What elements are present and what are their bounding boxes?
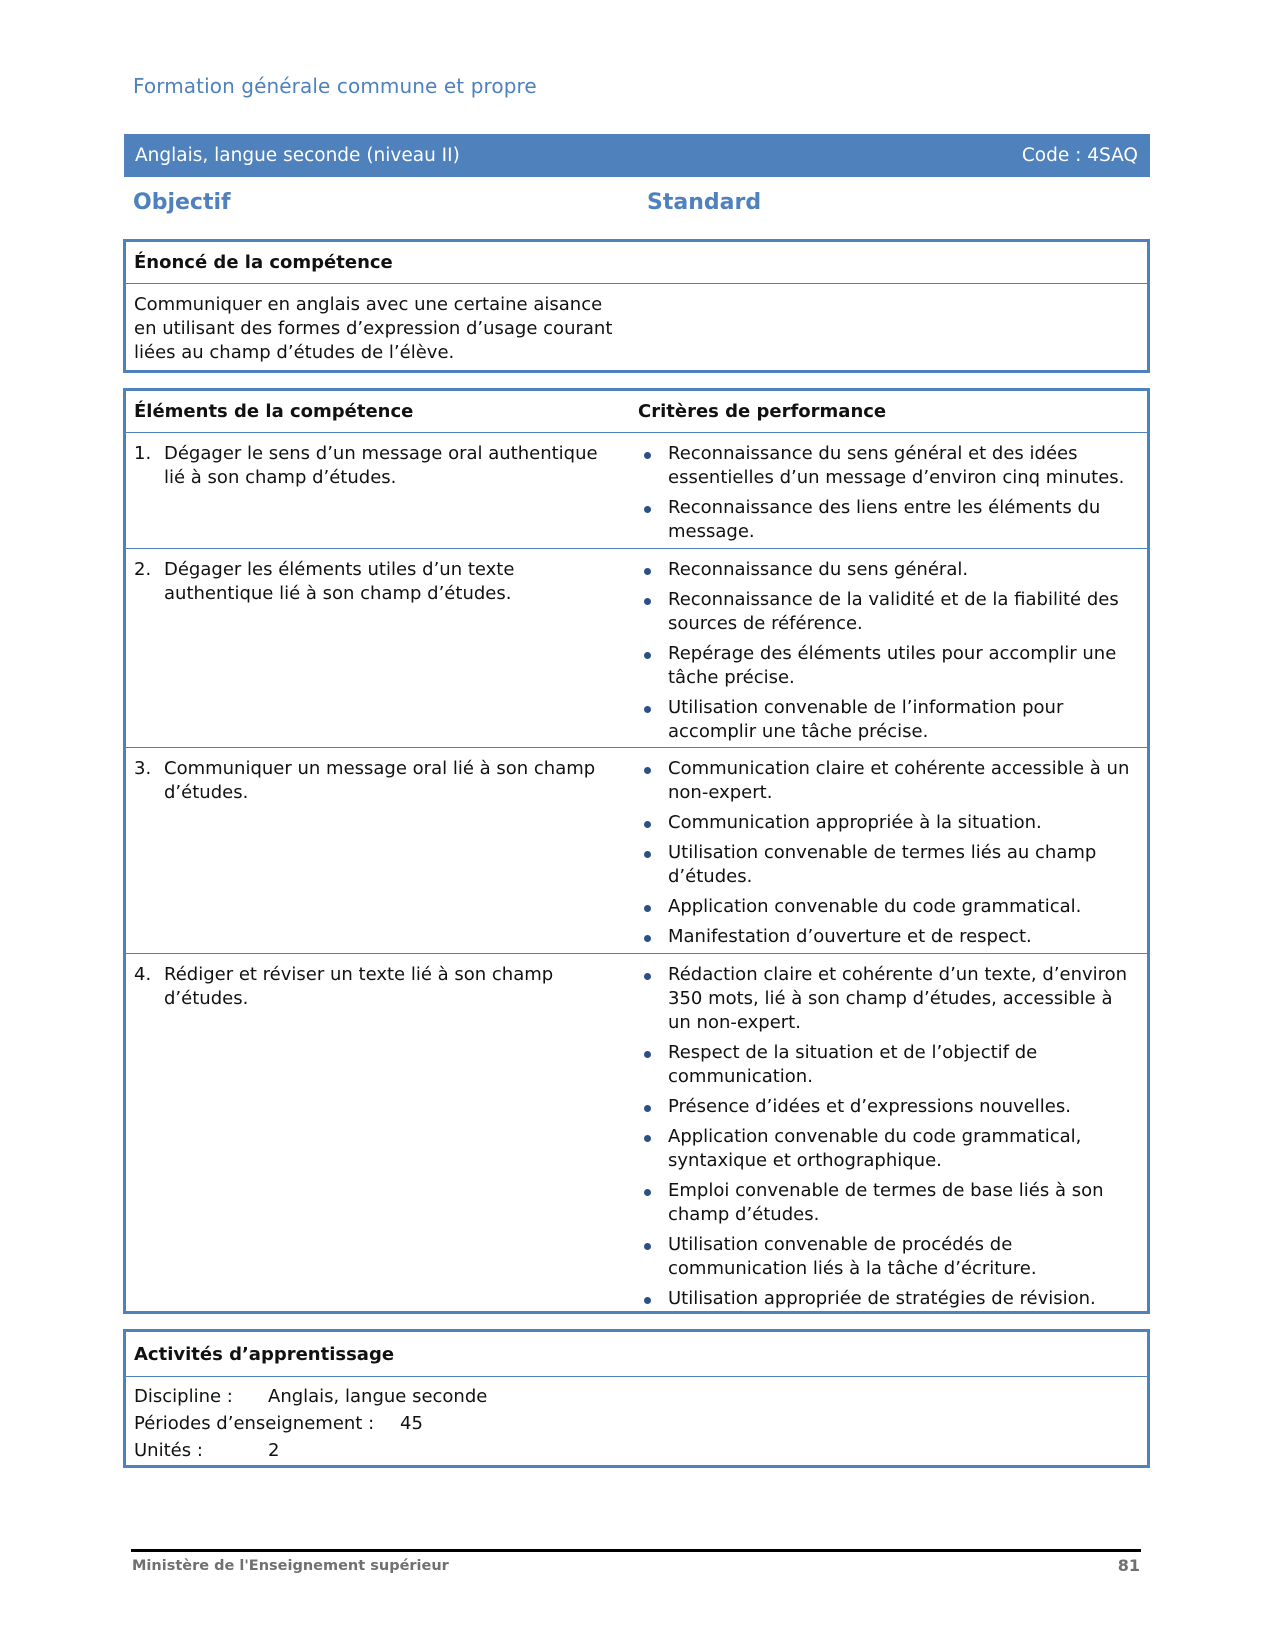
criteria-item: Utilisation appropriée de stratégies de révision. [638, 1287, 1138, 1311]
enonce-line: en utilisant des formes d’expression d’usage courant [134, 318, 613, 339]
enonce-line: liées au champ d’études de l’élève. [134, 342, 455, 363]
criteria-list [638, 963, 1138, 1317]
criteria-item: Utilisation convenable de l’information pour accomplir une tâche précise. [638, 696, 1138, 744]
element-cell [134, 757, 624, 805]
activites-table [123, 1329, 1150, 1468]
enonce-line: Communiquer en anglais avec une certaine aisance [134, 294, 603, 315]
criteria-item: Emploi convenable de termes de base liés à son champ d’études. [638, 1179, 1138, 1227]
criteria-item: Communication claire et cohérente accessible à un non-expert. [638, 757, 1138, 805]
discipline-line [134, 1383, 1139, 1410]
criteria-item: Communication appropriée à la situation. [638, 811, 1138, 835]
criteria-item: Présence d’idées et d’expressions nouvelles. [638, 1095, 1138, 1119]
objectif-heading: Objectif [133, 190, 231, 215]
activites-header-label: Activités d’apprentissage [134, 1344, 395, 1365]
element-text: Dégager les éléments utiles d’un texte authentique lié à son champ d’études. [164, 559, 515, 604]
element-cell [134, 442, 624, 490]
criteria-item: Reconnaissance du sens général et des idées essentielles d’un message d’environ cinq minutes. [638, 442, 1138, 490]
section-title: Formation générale commune et propre [133, 74, 537, 98]
element-text: Dégager le sens d’un message oral authentique lié à son champ d’études. [164, 443, 598, 488]
criteria-item: Manifestation d’ouverture et de respect. [638, 925, 1138, 949]
enonce-header-label: Énoncé de la compétence [134, 252, 393, 273]
course-title: Anglais, langue seconde (niveau II) [135, 145, 460, 166]
discipline-value: Anglais, langue seconde [268, 1386, 488, 1407]
element-cell [134, 963, 624, 1011]
criteria-item: Reconnaissance de la validité et de la fiabilité des sources de référence. [638, 588, 1138, 636]
element-number: 4. [134, 964, 152, 985]
criteria-item: Repérage des éléments utiles pour accomplir une tâche précise. [638, 642, 1138, 690]
table-row [126, 748, 1147, 954]
periodes-line [134, 1410, 1139, 1437]
activites-body [126, 1377, 1147, 1470]
criteria-item: Utilisation convenable de procédés de communication liés à la tâche d’écriture. [638, 1233, 1138, 1281]
column-headings [133, 190, 1143, 224]
unites-value: 2 [268, 1440, 280, 1461]
footer-publisher: Ministère de l'Enseignement supérieur [132, 1558, 449, 1574]
enonce-text [126, 284, 632, 365]
element-text: Rédiger et réviser un texte lié à son champ d’études. [164, 964, 554, 1009]
table-row [126, 954, 1147, 1311]
discipline-label: Discipline : [134, 1386, 233, 1407]
criteria-item: Reconnaissance des liens entre les éléments du message. [638, 496, 1138, 544]
criteria-item: Application convenable du code grammatical. [638, 895, 1138, 919]
unites-line [134, 1437, 1139, 1464]
criteria-item: Reconnaissance du sens général. [638, 558, 1138, 582]
table-row [126, 549, 1147, 748]
enonce-table [123, 239, 1150, 373]
enonce-header [126, 242, 1147, 284]
elements-header-left: Éléments de la compétence [134, 401, 414, 422]
criteria-item: Application convenable du code grammatical, syntaxique et orthographique. [638, 1125, 1138, 1173]
criteria-list [638, 757, 1138, 955]
criteria-item: Rédaction claire et cohérente d’un texte, d’environ 350 mots, lié à son champ d’études, accessible à un non-expert. [638, 963, 1138, 1035]
activites-header [126, 1332, 1147, 1377]
element-cell [134, 558, 624, 606]
periodes-value: 45 [400, 1413, 423, 1434]
criteria-list [638, 558, 1138, 750]
periodes-label: Périodes d’enseignement : [134, 1413, 375, 1434]
criteria-list [638, 442, 1138, 550]
course-banner [122, 134, 1150, 177]
elements-header-right: Critères de performance [638, 401, 887, 422]
element-number: 1. [134, 443, 152, 464]
element-number: 3. [134, 758, 152, 779]
footer-divider [131, 1549, 1141, 1552]
page-number: 81 [1117, 1556, 1140, 1575]
criteria-item: Respect de la situation et de l’objectif de communication. [638, 1041, 1138, 1089]
criteria-item: Utilisation convenable de termes liés au champ d’études. [638, 841, 1138, 889]
element-number: 2. [134, 559, 152, 580]
elements-table [123, 388, 1150, 1314]
unites-label: Unités : [134, 1440, 203, 1461]
element-text: Communiquer un message oral lié à son champ d’études. [164, 758, 596, 803]
table-row [126, 433, 1147, 549]
elements-header [126, 391, 1147, 433]
course-code: Code : 4SAQ [1021, 145, 1138, 166]
standard-heading: Standard [647, 190, 762, 215]
